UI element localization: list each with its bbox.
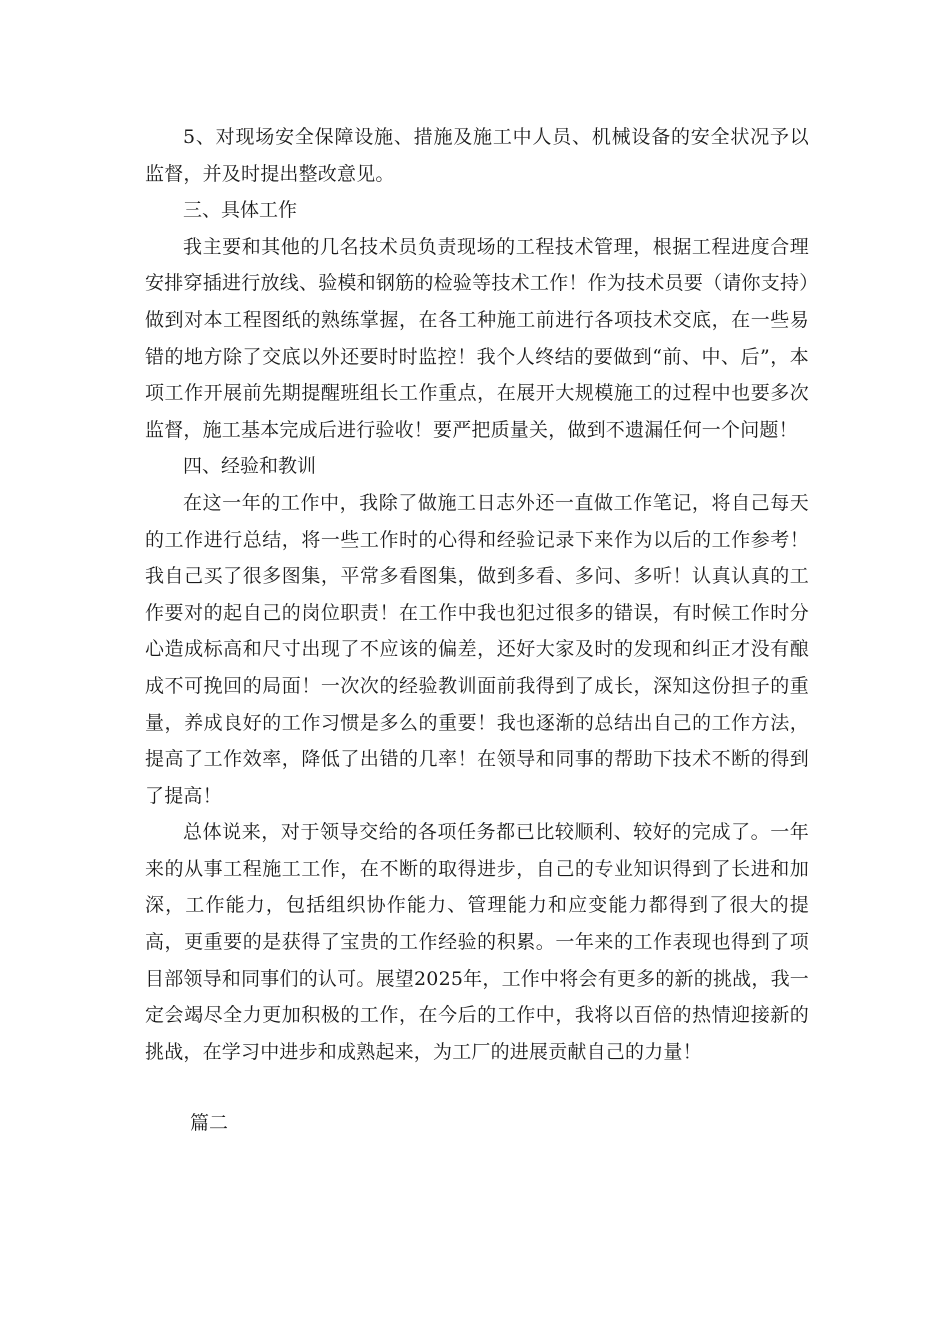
heading-experience-lessons: 四、经验和教训 (183, 455, 317, 478)
paragraph-safety-supervision: 5、对现场安全保障设施、措施及施工中人员、机械设备的安全状况予以监督，并及时提出整改意见。 (145, 126, 809, 185)
paragraph-specific-work: 我主要和其他的几名技术员负责现场的工程技术管理，根据工程进度合理安排穿插进行放线、验模和钢筋的检验等技术工作！作为技术员要（请你支持）做到对本工程图纸的熟练掌握，在各工种施工前进行各项技术交底，在一些易错的地方除了交底以外还要时时监控！我个人终结的要做到“前、中、后”，本项工作开展前先期提醒班组长工作重点，在展开大规模施工的过程中也要多次监督，施工基本完成后进行验收！要严把质量关，做到不遗漏任何一个问题！ (145, 235, 809, 441)
document-body (145, 119, 809, 1070)
paragraph-summary: 总体说来，对于领导交给的各项任务都已比较顺利、较好的完成了。一年来的从事工程施工工作，在不断的取得进步，自己的专业知识得到了长进和加深，工作能力，包括组织协作能力、管理能力和应变能力都得到了很大的提高，更重要的是获得了宝贵的工作经验的积累。一年来的工作表现也得到了项目部领导和同事们的认可。展望2025年，工作中将会有更多的新的挑战，我一定会竭尽全力更加积极的工作，在今后的工作中，我将以百倍的热情迎接新的挑战，在学习中进步和成熟起来，为工厂的进展贡献自己的力量！ (145, 821, 809, 1063)
paragraph-experience-lessons: 在这一年的工作中，我除了做施工日志外还一直做工作笔记，将自己每天的工作进行总结，将一些工作时的心得和经验记录下来作为以后的工作参考！我自己买了很多图集，平常多看图集，做到多看、多问、多听！认真认真的工作要对的起自己的岗位职责！在工作中我也犯过很多的错误，有时候工作时分心造成标高和尺寸出现了不应该的偏差，还好大家及时的发现和纠正才没有酿成不可挽回的局面！一次次的经验教训面前我得到了成长，深知这份担子的重量，养成良好的工作习惯是多么的重要！我也逐渐的总结出自己的工作方法，提高了工作效率，降低了出错的几率！在领导和同事的帮助下技术不断的得到了提高！ (145, 491, 809, 807)
heading-specific-work: 三、具体工作 (183, 199, 298, 222)
section-title: 篇二 (190, 1112, 229, 1134)
